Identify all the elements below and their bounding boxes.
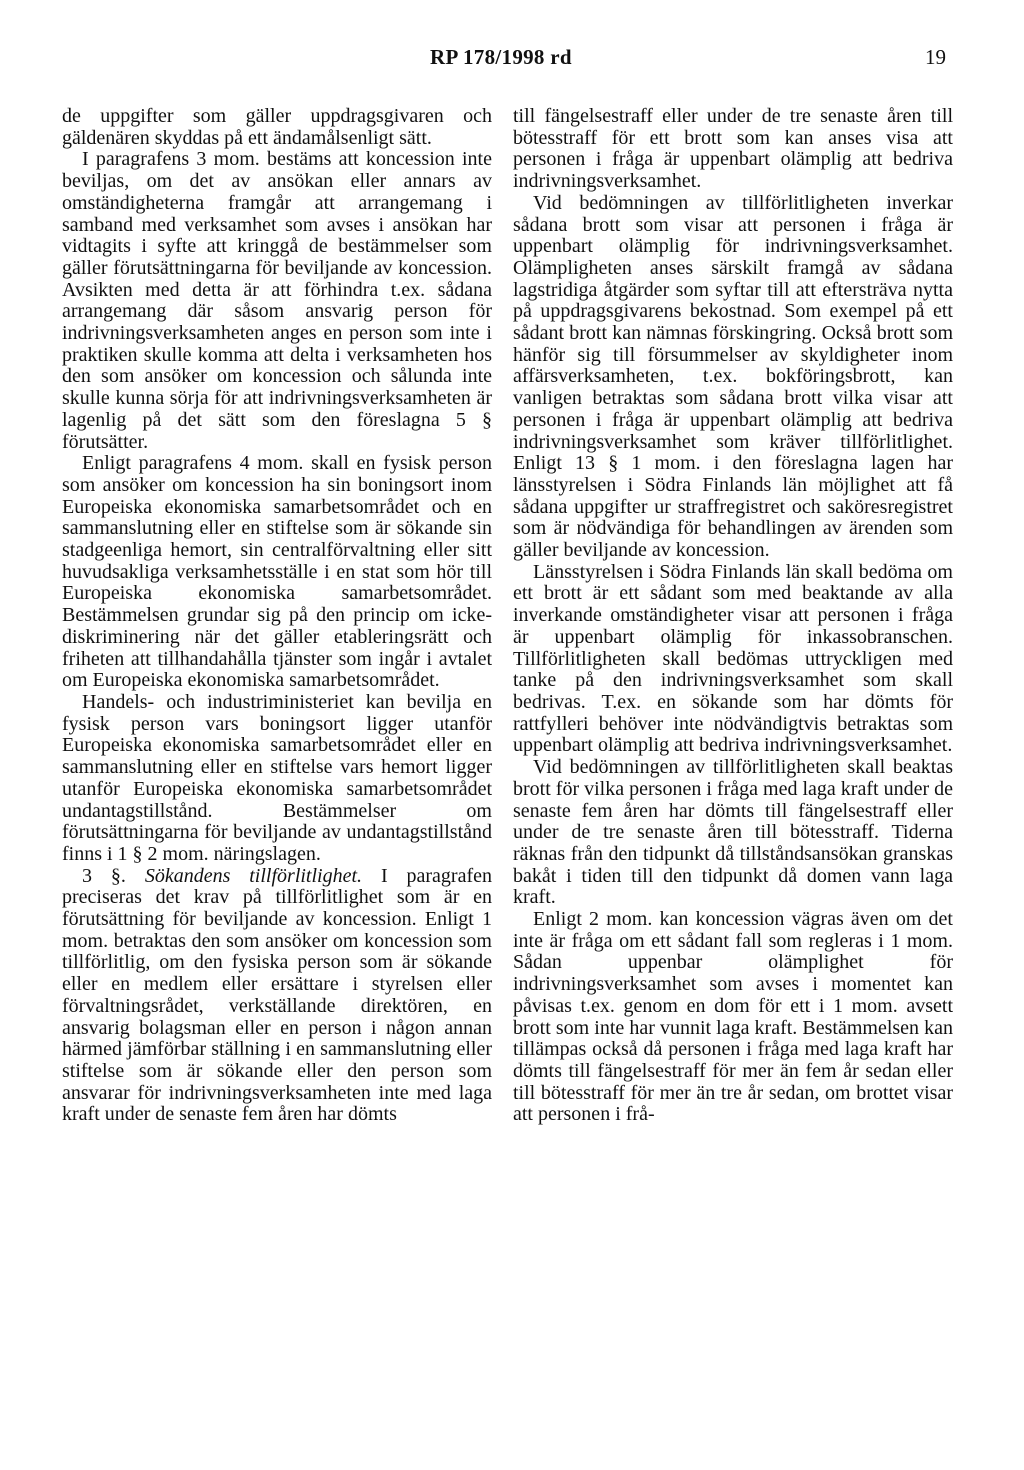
left-column: [62, 106, 492, 1126]
page-number: 19: [925, 45, 946, 69]
right-column: [513, 106, 953, 1126]
paragraph: de uppgifter som gäller uppdragsgivaren och gäldenären skyddas på ett ändamålsenligt sätt.: [62, 105, 492, 149]
paragraph: Vid bedömningen av tillförlitligheten inverkar sådana brott som visar att personen i fråga är uppenbart olämplig för indrivningsverksamhet. Olämpligheten anses särskilt framgå av sådana lagstridiga åtgärder som syftar till att eftersträva nytta på uppdragsgivarens bekostnad. Som exempel på ett sådant brott kan nämnas förskingring. Också brott som hänför sig till försummelser av skyldigheter inom affärsverksamheten, t.ex. bokföringsbrott, kan vanligen betraktas som sådana brott vilka visar att personen i fråga är uppenbart olämplig att bedriva indrivningsverksamhet som kräver tillförlitlighet. Enligt 13 § 1 mom. i den föreslagna lagen har länsstyrelsen i Södra Finlands län möjlighet att få sådana uppgifter ur straffregistret och saköresregistret som är nödvändiga för behandlingen av ärenden som gäller beviljande av koncession.: [513, 191, 953, 562]
paragraph: till fängelsestraff eller under de tre senaste åren till bötesstraff för ett brott som kan anses visa att personen i fråga är uppenbart olämplig att bedriva indrivningsverksamhet.: [513, 105, 953, 193]
paragraph: Enligt 2 mom. kan koncession vägras även om det inte är fråga om ett sådant fall som regleras i 1 mom. Sådan uppenbar olämplighet för indrivningsverksamhet som avses i momentet kan påvisas t.ex. genom en dom för ett i 1 mom. avsett brott som inte har vunnit laga kraft. Bestämmelsen kan tillämpas också då personen i fråga med laga kraft har dömts till fängelsestraff för mer än fem år sedan eller till bötesstraff för mer än tre år sedan, om brottet visar att personen i frå-: [513, 908, 953, 1126]
paragraph: Handels- och industriministeriet kan bevilja en fysisk person vars boningsort ligger utanför Europeiska ekonomiska samarbetsområdet eller en sammanslutning eller en stiftelse vars hemort ligger utanför Europeiska ekonomiska samarbetsområdet undantagstillstånd. Bestämmelser om förutsättningarna för beviljande av undantagstillstånd finns i 1 § 2 mom. näringslagen.: [62, 690, 492, 865]
page-header: [0, 45, 1024, 75]
section-body: I paragrafen preciseras det krav på tillförlitlighet som är en förutsättning för beviljande av koncession. Enligt 1 mom. betraktas den som ansöker om koncession som tillförlitlig, om den fysiska person som är sökande eller en medlem eller ersättare i styrelsen eller förvaltningsrådet, verkställande direktören, en ansvarig bolagsman eller en person i någon annan härmed jämförbar ställning i en sammanslutning eller stiftelse som är sökande eller den person som ansvarar för indrivningsverksamheten inte med laga kraft under de senaste fem åren har dömts: [62, 864, 493, 1126]
paragraph: I paragrafens 3 mom. bestäms att koncession inte beviljas, om det av ansökan eller annars av omständigheterna framgår att arrangemang i samband med verksamhet som avses i ansökan har vidtagits i syfte att kringgå de bestämmelser som gäller förutsättningarna för beviljande av koncession. Avsikten med detta är att förhindra t.ex. sådana arrangemang där såsom ansvarig person för indrivningsverksamheten anges en person som inte i praktiken skulle komma att delta i verksamheten hos den som ansöker om koncession och sålunda inte skulle kunna sörja för att indrivningsverksamheten är lagenlig på det sätt som den föreslagna 5 § förutsätter.: [62, 148, 492, 453]
section-heading: Sökandens tillförlitlighet.: [144, 864, 363, 887]
paragraph: Vid bedömningen av tillförlitligheten skall beaktas brott för vilka personen i fråga med laga kraft under de senaste fem åren har dömts till fängelsestraff eller under de tre senaste åren till bötesstraff. Tiderna räknas från den tidpunkt då tillståndsansökan granskas bakåt i tiden till den tidpunkt då domen vann laga kraft.: [513, 756, 953, 909]
section-paragraph: [62, 866, 492, 1126]
section-number: 3 §.: [82, 864, 126, 887]
paragraph: Enligt paragrafens 4 mom. skall en fysisk person som ansöker om koncession ha sin boningsort inom Europeiska ekonomiska samarbetsområdet och en sammanslutning eller en stiftelse som är sökande sin stadgeenliga hemort, sin centralförvaltning eller sitt huvudsakliga verksamhetsställe i en stat som hör till Europeiska ekonomiska samarbetsområdet. Bestämmelsen grundar sig på den princip om icke-diskriminering när det gäller etableringsrätt och friheten att tillhandahålla tjänster som ingår i avtalet om Europeiska ekonomiska samarbetsområdet.: [62, 452, 492, 692]
paragraph: Länsstyrelsen i Södra Finlands län skall bedöma om ett brott är ett sådant som med beaktande av alla inverkande omständigheter visar att personen i fråga är uppenbart olämplig för inkassobranschen. Tillförlitligheten skall bedömas uttryckligen med tanke på den indrivningsverksamhet som skall bedrivas. T.ex. en sökande som har dömts för rattfylleri behöver inte nödvändigtvis betraktas som uppenbart olämplig att bedriva indrivningsverksamhet.: [513, 560, 953, 757]
document-id: RP 178/1998 rd: [430, 45, 572, 69]
